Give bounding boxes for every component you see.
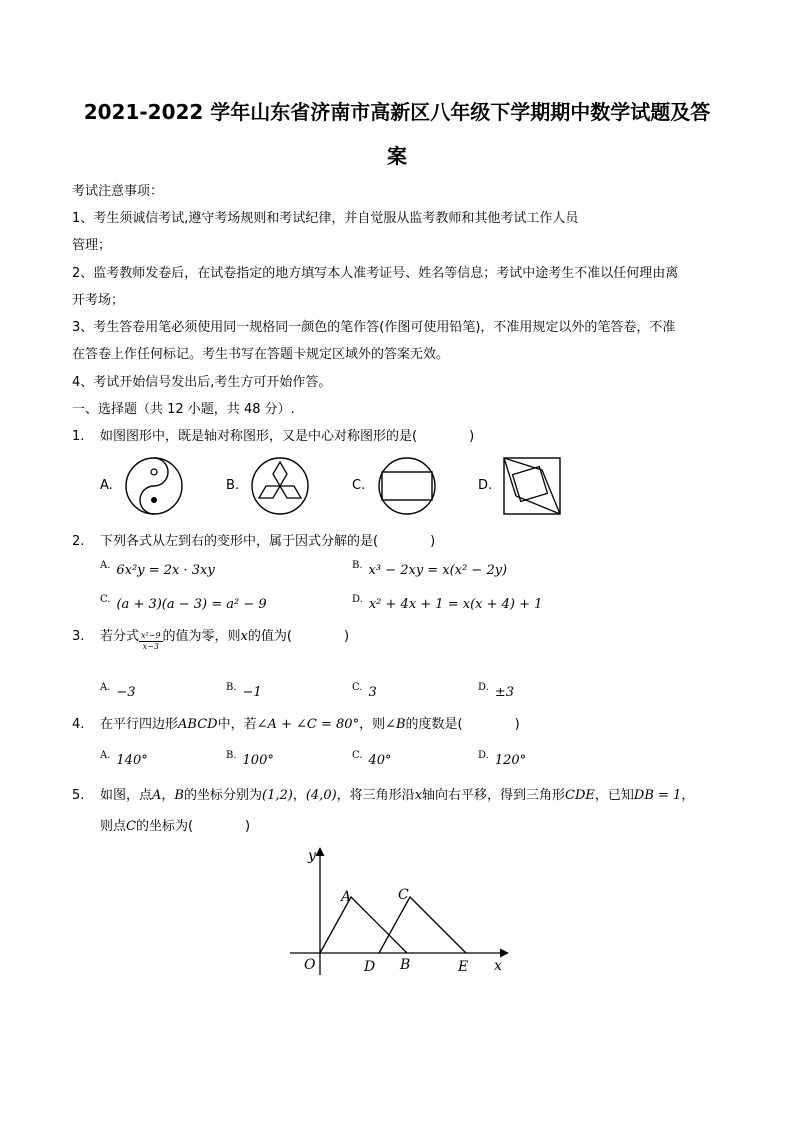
option-a-label: A. xyxy=(100,478,113,493)
question-text: 在平行四边形 xyxy=(100,717,179,732)
question-text: ，已知 xyxy=(594,788,634,803)
option-b-label: B. xyxy=(226,478,240,493)
point-label: A xyxy=(152,788,162,803)
option-c: $^{C.}$ 3 xyxy=(352,682,377,700)
coordinate: (4,0) xyxy=(305,788,337,803)
triangle-cde xyxy=(379,897,466,953)
section-heading: 一、选择题（共 12 小题，共 48 分）. xyxy=(72,402,295,417)
page-title: 2021-2022 学年山东省济南市高新区八年级下学期期中数学试题及答 xyxy=(83,100,711,124)
option-c: $^{C.}$ 40° xyxy=(352,750,392,768)
notice-line: 在答卷上作任何标记。考生书写在答题卡规定区域外的答案无效。 xyxy=(72,347,450,362)
option-a: $^{A.}$ 140° xyxy=(100,750,148,768)
question-5 xyxy=(72,784,694,803)
notice-line: 3、考生答卷用笔必须使用同一规格同一颜色的笔作答(作图可使用铅笔)，不准用规定以外的笔答卷，不准 xyxy=(72,320,676,335)
point-a-label: A xyxy=(341,889,352,905)
question-text: 则点 xyxy=(100,819,127,834)
question-text: 的值为零，则 xyxy=(162,629,241,644)
question-text: 的坐标分别为 xyxy=(183,788,262,803)
option-c-label: C. xyxy=(352,478,366,493)
option-a: $^{A.}$ −3 xyxy=(100,682,136,700)
point-d-label: D xyxy=(364,959,376,975)
axis-label: x xyxy=(414,788,423,803)
circle-rectangle-icon xyxy=(376,456,438,516)
origin-label: O xyxy=(304,957,316,973)
notice-line: 4、考试开始信号发出后,考生方可开始作答。 xyxy=(72,375,332,390)
notice-line: 开考场； xyxy=(72,293,125,308)
notice-line: 管理； xyxy=(72,238,112,253)
notice-heading: 考试注意事项： xyxy=(72,184,164,199)
question-2 xyxy=(72,530,435,549)
question-5-continued xyxy=(100,815,250,834)
question-text: 若分式 xyxy=(100,629,140,644)
option-d: $^{D.}$ ±3 xyxy=(478,682,515,700)
question-number: 3. xyxy=(72,629,85,644)
fraction: $\frac{\text{x²−9}}{x-3}$ xyxy=(141,631,161,651)
question-3 xyxy=(72,625,349,652)
question-text: 的坐标为( ) xyxy=(135,819,251,834)
mitsubishi-logo-icon xyxy=(250,456,310,516)
question-text: ， xyxy=(292,788,306,803)
question-text: 的度数是( ) xyxy=(405,717,520,732)
question-text: 下列各式从左到右的变形中，属于因式分解的是( ) xyxy=(100,534,436,549)
point-c-label: C xyxy=(398,887,409,903)
coordinate: (1,2) xyxy=(262,788,293,803)
square-pinwheel-icon xyxy=(502,456,562,516)
question-number: 2. xyxy=(72,534,85,549)
question-4 xyxy=(72,713,520,732)
triangle-name: CDE xyxy=(565,788,595,803)
question-text: 中，若 xyxy=(217,717,257,732)
question-number: 5. xyxy=(72,788,85,803)
point-label: B xyxy=(174,788,184,803)
shape-name: ABCD xyxy=(178,717,218,732)
question-text: ， xyxy=(161,788,175,803)
question-text: ，则 xyxy=(359,717,386,732)
question-text: 的值为( ) xyxy=(247,629,350,644)
question-number: 4. xyxy=(72,717,85,732)
given: DB = 1 xyxy=(633,788,682,803)
notice-line: 2、监考教师发卷后，在试卷指定的地方填写本人准考证号、姓名等信息；考试中途考生不准以任何理由离 xyxy=(72,266,679,281)
question-text: ，将三角形沿 xyxy=(336,788,415,803)
option-d: $^{D.}$ x² + 4x + 1 = x(x + 4) + 1 xyxy=(352,594,543,612)
option-b: $^{B.}$ x³ − 2xy = x(x² − 2y) xyxy=(352,560,508,578)
option-d: $^{D.}$ 120° xyxy=(478,750,527,768)
yin-yang-icon xyxy=(124,456,184,516)
question-text: 如图图形中，既是轴对称图形，又是中心对称图形的是( ) xyxy=(100,429,475,444)
angle: ∠B xyxy=(385,717,406,732)
question-text: ， xyxy=(681,788,695,803)
option-b: $^{B.}$ 100° xyxy=(226,750,274,768)
x-label: x xyxy=(494,958,502,974)
y-label: y xyxy=(308,848,316,864)
notice-line: 1、考生须诚信考试,遵守考场规则和考试纪律，并自觉服从监考教师和其他考试工作人员 xyxy=(72,211,579,226)
option-c: $^{C.}$ (a + 3)(a − 3) = a² − 9 xyxy=(100,594,267,612)
condition: ∠A + ∠C = 80° xyxy=(256,717,360,732)
option-a: $^{A.}$ 6x²y = 2x · 3xy xyxy=(100,560,215,578)
page-title-continued: 案 xyxy=(387,144,407,168)
question-number: 1. xyxy=(72,429,85,444)
variable: x xyxy=(240,629,248,644)
question-text: 如图，点 xyxy=(100,788,153,803)
question-text: 轴向右平移，得到三角形 xyxy=(422,788,566,803)
point-e-label: E xyxy=(458,959,469,975)
coordinate-graph xyxy=(290,840,520,980)
point-b-label: B xyxy=(400,957,411,973)
point-label: C xyxy=(126,819,136,834)
question-1 xyxy=(72,425,474,444)
option-d-label: D. xyxy=(478,478,493,493)
option-b: $^{B.}$ −1 xyxy=(226,682,262,700)
